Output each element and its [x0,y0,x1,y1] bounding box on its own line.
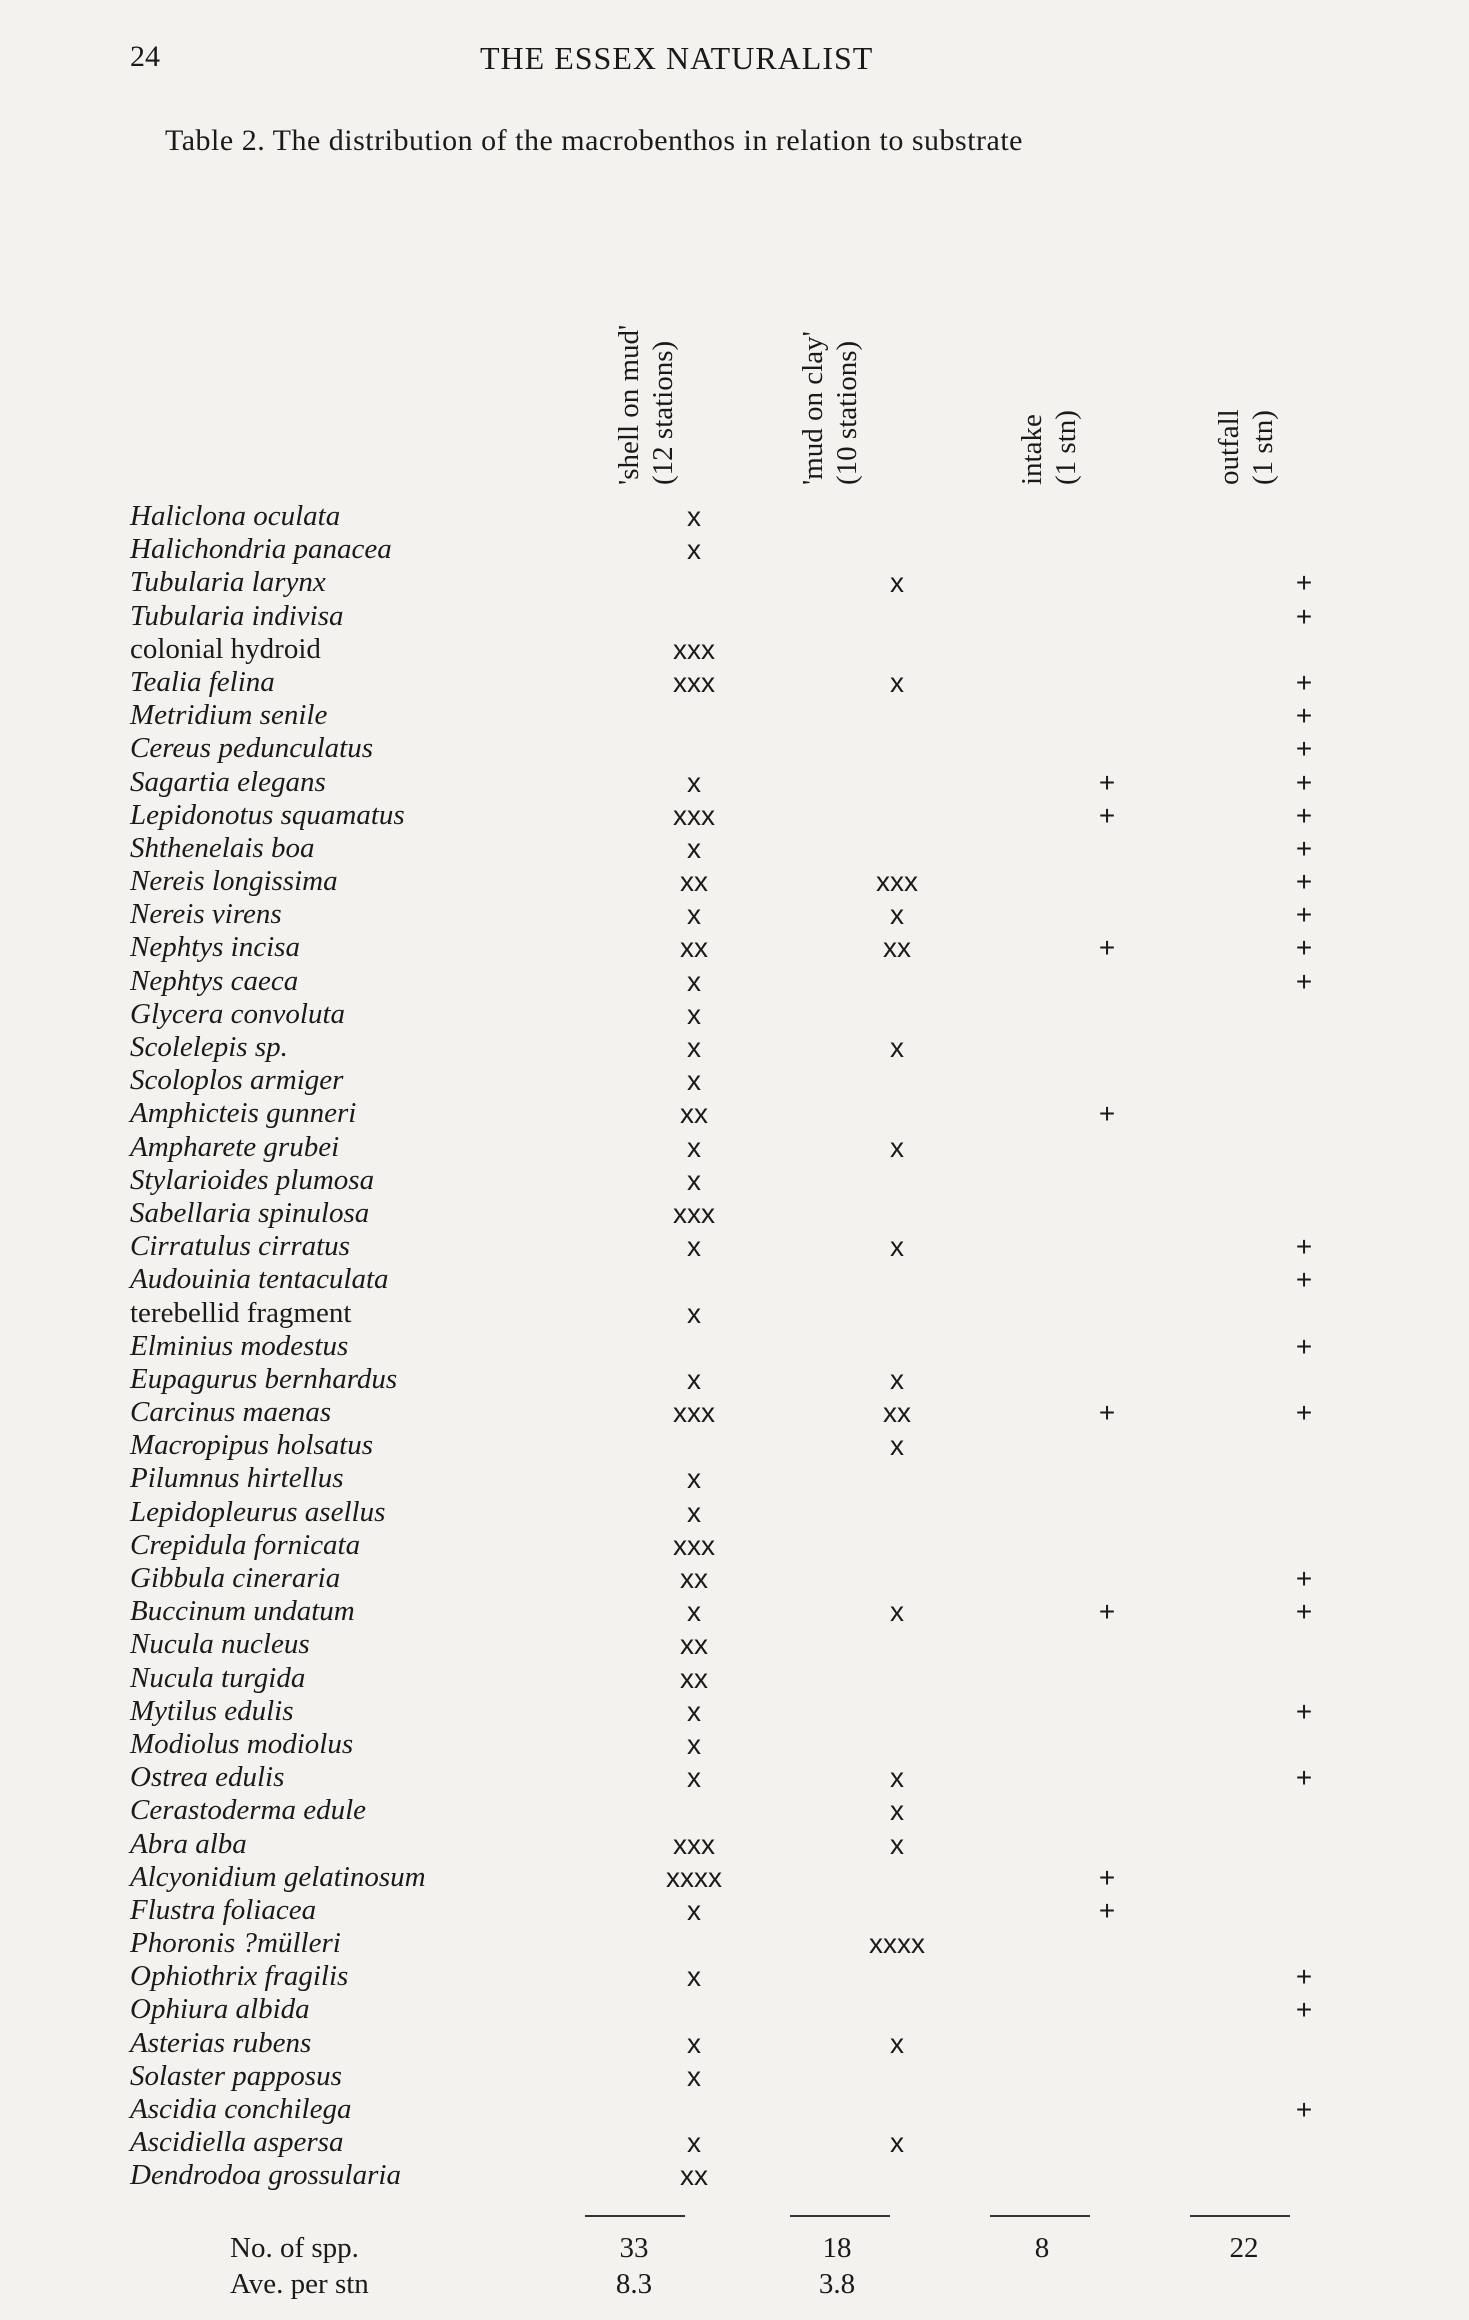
table-row [130,799,1330,832]
column-header-label: 'shell on mud' [613,324,645,485]
table-row [130,1363,1330,1396]
abundance-cell: + [1295,700,1313,732]
table-row [130,931,1330,964]
abundance-cell: + [1295,666,1313,698]
table-row [130,633,1330,666]
abundance-cell: + [1098,932,1116,964]
abundance-cell: x [687,2127,701,2159]
abundance-cell: + [1295,899,1313,931]
total-rule [790,2215,890,2217]
table-row [130,1662,1330,1695]
species-name: Ascidiella aspersa [130,2126,344,2159]
table-row [130,1728,1330,1761]
species-name: Audouinia tentaculata [130,1263,389,1296]
abundance-cell: + [1295,1994,1313,2026]
abundance-cell: x [687,1065,701,1097]
table-row [130,533,1330,566]
abundance-cell: + [1295,1961,1313,1993]
abundance-cell: xxx [673,666,715,698]
table-row [130,1230,1330,1263]
table-row [130,1197,1330,1230]
table-row [130,1330,1330,1363]
table-row [130,898,1330,931]
table-row [130,766,1330,799]
species-name: Metridium senile [130,699,328,732]
species-name: Haliclona oculata [130,500,341,532]
abundance-cell: + [1295,832,1313,864]
species-name: colonial hydroid [130,632,321,665]
table-row [130,1031,1330,1064]
table-row [130,1828,1330,1861]
table-row [130,600,1330,633]
species-name: Nephtys caeca [130,964,299,997]
abundance-cell: x [890,1231,904,1263]
abundance-cell: x [890,1430,904,1462]
abundance-cell: + [1295,932,1313,964]
average-value: 3.8 [818,2268,856,2300]
column-header-label: 'mud on clay' [797,331,829,485]
abundance-cell: xx [883,932,911,964]
table-row [130,1164,1330,1197]
species-name: Glycera convoluta [130,997,346,1030]
table-row [130,1529,1330,1562]
table-row [130,1396,1330,1429]
abundance-cell: x [890,567,904,599]
abundance-cell: xx [680,1098,708,1130]
abundance-cell: x [687,766,701,798]
running-title: THE ESSEX NATURALIST [480,40,874,76]
species-name: Asterias rubens [130,2026,312,2059]
species-name: Carcinus maenas [130,1396,332,1429]
abundance-cell: xxx [673,1529,715,1561]
abundance-cell: + [1295,1231,1313,1263]
abundance-cell: x [890,1795,904,1827]
table-row [130,1695,1330,1728]
species-name: Flustra foliacea [130,1893,317,1926]
table-row [130,865,1330,898]
species-name: Lepidonotus squamatus [130,798,405,831]
abundance-cell: + [1098,1894,1116,1926]
abundance-cell: x [890,1828,904,1860]
abundance-cell: + [1295,965,1313,997]
total-value: 18 [822,2232,852,2264]
table-row [130,1462,1330,1495]
abundance-cell: + [1295,1563,1313,1594]
total-value: 8 [1034,2232,1050,2264]
table-row [130,1263,1330,1296]
table-row [130,1496,1330,1529]
species-name: Tubularia indivisa [130,599,344,632]
totals-row-no-of-spp [220,2232,1330,2265]
species-name: Amphicteis gunneri [130,1097,357,1130]
total-value: 33 [619,2232,649,2264]
abundance-cell: xx [680,1563,708,1594]
abundance-cell: x [687,1463,701,1495]
abundance-cell: + [1098,799,1116,831]
abundance-cell: x [687,1231,701,1263]
abundance-cell: x [687,1164,701,1196]
abundance-cell: x [687,832,701,864]
abundance-cell: x [687,1363,701,1395]
table-row [130,500,1330,533]
abundance-cell: xx [680,866,708,898]
species-name: Scolelepis sp. [130,1031,288,1063]
total-rule [990,2215,1090,2217]
table-row [130,1628,1330,1661]
species-name: Buccinum undatum [130,1595,355,1628]
abundance-cell: + [1098,766,1116,798]
species-name: Abra alba [130,1827,247,1860]
column-header-label: intake [1016,414,1048,485]
abundance-cell: + [1295,1330,1313,1362]
table-row [130,1097,1330,1130]
abundance-cell: x [687,1496,701,1528]
abundance-cell: + [1098,1098,1116,1130]
species-name: Mytilus edulis [130,1694,294,1727]
abundance-cell: x [890,1363,904,1395]
abundance-cell: x [890,1032,904,1063]
abundance-cell: + [1295,600,1313,632]
species-name: Dendrodoa grossularia [130,2159,401,2192]
species-name: Nephtys incisa [130,931,300,964]
abundance-cell: xx [680,2160,708,2192]
abundance-cell: + [1295,1596,1313,1628]
species-name: Sabellaria spinulosa [130,1196,370,1229]
species-name: Stylarioides plumosa [130,1163,375,1196]
abundance-cell: xxx [876,866,918,898]
species-name: Nucula turgida [130,1661,306,1694]
table-row [130,2159,1330,2192]
abundance-cell: x [687,1894,701,1926]
species-name: Phoronis ?mülleri [130,1927,341,1960]
abundance-cell: x [687,965,701,997]
column-header-sub: (10 stations) [831,340,863,485]
table-row [130,1761,1330,1794]
totals-label: No. of spp. [230,2232,359,2264]
total-rule [585,2215,685,2217]
table-row [130,1960,1330,1993]
abundance-cell: + [1295,1264,1313,1296]
species-name: Crepidula fornicata [130,1528,361,1561]
species-name: Nucula nucleus [130,1628,310,1661]
abundance-cell: + [1295,2094,1313,2125]
column-header-sub: (1 stn) [1247,410,1279,485]
abundance-cell: x [687,501,701,532]
species-name: Halichondria panacea [130,533,392,566]
table-row [130,1562,1330,1595]
abundance-cell: + [1098,1861,1116,1893]
abundance-cell: x [890,1596,904,1628]
species-name: Lepidopleurus asellus [130,1495,386,1528]
column-header-outfall [1212,215,1352,485]
abundance-cell: + [1295,1762,1313,1794]
table-row [130,832,1330,865]
abundance-cell: + [1098,1596,1116,1628]
average-value: 8.3 [615,2268,653,2300]
species-name: Eupagurus bernhardus [130,1362,398,1395]
abundance-cell: xxx [673,633,715,665]
abundance-cell: x [687,1131,701,1163]
species-name: Solaster papposus [130,2059,342,2092]
table-row [130,666,1330,699]
species-name: Cerastoderma edule [130,1794,366,1827]
abundance-cell: xx [680,1662,708,1694]
total-rule [1190,2215,1290,2217]
column-header-shell-on-mud [612,215,752,485]
table-row [130,1595,1330,1628]
species-name: Alcyonidium gelatinosum [130,1860,426,1893]
abundance-cell: xxx [673,1828,715,1860]
table-row [130,566,1330,599]
abundance-cell: + [1295,1695,1313,1727]
species-name: Macropipus holsatus [130,1429,374,1462]
abundance-cell: x [687,998,701,1030]
species-name: Nereis virens [130,898,282,931]
abundance-cell: xxxx [869,1928,925,1960]
abundance-cell: + [1295,799,1313,831]
table-row [130,2060,1330,2093]
abundance-cell: x [890,2027,904,2059]
totals-label: Ave. per stn [230,2268,369,2300]
abundance-cell: x [890,2127,904,2159]
table-row [130,699,1330,732]
abundance-cell: x [890,666,904,698]
abundance-cell: x [687,1695,701,1727]
abundance-cell: + [1098,1397,1116,1429]
species-name: Modiolus modiolus [130,1727,354,1760]
totals-row-ave-per-stn [220,2268,1330,2301]
table-row [130,1993,1330,2026]
species-name: Ostrea edulis [130,1761,285,1794]
table-row [130,1297,1330,1330]
species-name: Pilumnus hirtellus [130,1462,344,1495]
table-row [130,1794,1330,1827]
abundance-cell: x [890,899,904,931]
abundance-cell: xx [680,932,708,964]
abundance-cell: x [687,1762,701,1794]
table-row [130,1894,1330,1927]
column-header-intake [1015,215,1155,485]
abundance-cell: xxxx [666,1861,722,1893]
abundance-cell: x [687,2027,701,2059]
species-name: Nereis longissima [130,865,338,898]
table-row [130,1927,1330,1960]
table-row [130,1861,1330,1894]
species-table-body [130,500,1330,2193]
column-header-sub: (1 stn) [1050,410,1082,485]
abundance-cell: x [687,1596,701,1628]
abundance-cell: + [1295,567,1313,599]
abundance-cell: x [687,899,701,931]
species-name: Cereus pedunculatus [130,732,373,765]
abundance-cell: x [687,2060,701,2092]
species-name: Sagartia elegans [130,765,326,798]
table-row [130,965,1330,998]
abundance-cell: x [890,1762,904,1794]
table-row [130,1429,1330,1462]
abundance-cell: xx [883,1397,911,1429]
abundance-cell: xxx [673,1197,715,1229]
abundance-cell: xxx [673,799,715,831]
species-name: Ampharete grubei [130,1130,340,1163]
abundance-cell: xxx [673,1397,715,1429]
page-number: 24 [130,40,160,73]
species-name: Cirratulus cirratus [130,1230,350,1263]
species-name: Scoloplos armiger [130,1064,344,1097]
total-value: 22 [1229,2232,1259,2264]
table-row [130,2093,1330,2126]
table-row [130,1131,1330,1164]
species-name: Gibbula cineraria [130,1562,341,1594]
species-name: terebellid fragment [130,1296,352,1329]
species-name: Shthenelais boa [130,831,315,864]
abundance-cell: xx [680,1629,708,1661]
table-row [130,732,1330,765]
abundance-cell: x [687,534,701,566]
table-row [130,2126,1330,2159]
abundance-cell: + [1295,733,1313,765]
species-name: Elminius modestus [130,1329,349,1362]
abundance-cell: + [1295,766,1313,798]
species-name: Tubularia larynx [130,566,326,599]
table-row [130,1064,1330,1097]
abundance-cell: x [890,1131,904,1163]
table-row [130,998,1330,1031]
abundance-cell: x [687,1032,701,1063]
abundance-cell: x [687,1961,701,1993]
abundance-cell: x [687,1728,701,1760]
column-header-sub: (12 stations) [647,340,679,485]
species-name: Ophiura albida [130,1993,310,2026]
species-name: Ophiothrix fragilis [130,1960,349,1993]
column-header-label: outfall [1213,409,1245,485]
table-caption: Table 2. The distribution of the macrobenthos in relation to substrate [165,124,1023,157]
species-name: Tealia felina [130,665,275,698]
species-name: Ascidia conchilega [130,2093,352,2125]
column-header-mud-on-clay [796,215,936,485]
table-row [130,2027,1330,2060]
abundance-cell: x [687,1297,701,1329]
abundance-cell: + [1295,866,1313,898]
abundance-cell: + [1295,1397,1313,1429]
